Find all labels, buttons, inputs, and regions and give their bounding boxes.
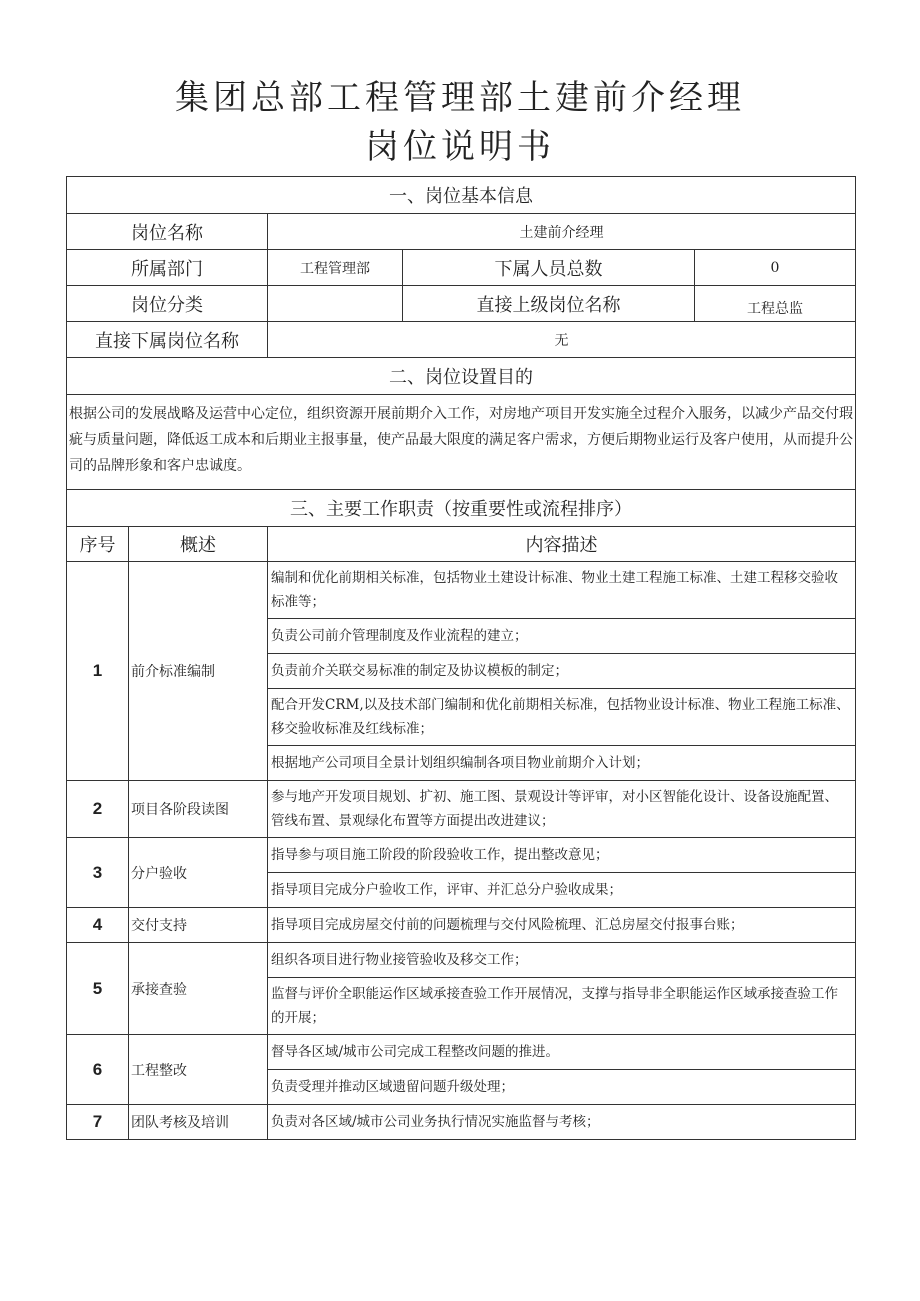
job-description-table <box>66 176 856 1140</box>
duty-number: 4 <box>67 908 129 943</box>
duty-number: 2 <box>67 781 129 838</box>
section3-heading: 三、主要工作职责（按重要性或流程排序） <box>67 490 856 527</box>
duty-summary: 团队考核及培训 <box>129 1105 268 1140</box>
duty-row <box>67 838 856 873</box>
duty-row <box>67 943 856 978</box>
document-subtitle: 岗位说明书 <box>365 127 555 167</box>
duty-number: 1 <box>67 562 129 781</box>
duty-row <box>67 562 856 619</box>
duty-number: 3 <box>67 838 129 908</box>
duty-description: 指导参与项目施工阶段的阶段验收工作，提出整改意见； <box>268 838 856 873</box>
duty-description: 指导项目完成房屋交付前的问题梳理与交付风险梳理、汇总房屋交付报事台账； <box>268 908 856 943</box>
category-label: 岗位分类 <box>67 286 268 322</box>
duty-summary: 交付支持 <box>129 908 268 943</box>
duty-description: 参与地产开发项目规划、扩初、施工图、景观设计等评审，对小区智能化设计、设备设施配置、管线布置、景观绿化布置等方面提出改进建议； <box>268 781 856 838</box>
duty-description: 编制和优化前期相关标准，包括物业土建设计标准、物业土建工程施工标准、土建工程移交验收标准等； <box>268 562 856 619</box>
duty-row <box>67 1105 856 1140</box>
section1-heading: 一、岗位基本信息 <box>67 177 856 214</box>
duty-description: 督导各区域/城市公司完成工程整改问题的推进。 <box>268 1035 856 1070</box>
duty-summary: 前介标准编制 <box>129 562 268 781</box>
column-header-number: 序号 <box>67 527 129 562</box>
position-name-value: 土建前介经理 <box>268 214 856 250</box>
document-title: 集团总部工程管理部土建前介经理 <box>175 78 745 118</box>
duty-description: 负责公司前介管理制度及作业流程的建立； <box>268 619 856 654</box>
duty-row <box>67 908 856 943</box>
column-header-description: 内容描述 <box>268 527 856 562</box>
category-value <box>268 286 403 322</box>
direct-reports-value: 无 <box>268 322 856 358</box>
duty-summary: 承接查验 <box>129 943 268 1035</box>
purpose-text: 根据公司的发展战略及运营中心定位，组织资源开展前期介入工作，对房地产项目开发实施全过程介入服务，以减少产品交付瑕疵与质量问题，降低返工成本和后期业主报事量，使产品最大限度的满足客户需求，方便后期物业运行及客户使用，从而提升公司的品牌形象和客户忠诚度。 <box>67 395 856 490</box>
duty-description: 指导项目完成分户验收工作，评审、并汇总分户验收成果； <box>268 873 856 908</box>
duty-row <box>67 1035 856 1070</box>
superior-label: 直接上级岗位名称 <box>403 286 695 322</box>
duty-description: 负责受理并推动区域遗留问题升级处理； <box>268 1070 856 1105</box>
position-name-label: 岗位名称 <box>67 214 268 250</box>
section2-heading: 二、岗位设置目的 <box>67 358 856 395</box>
duty-number: 7 <box>67 1105 129 1140</box>
department-label: 所属部门 <box>67 250 268 286</box>
direct-reports-label: 直接下属岗位名称 <box>67 322 268 358</box>
duty-description: 组织各项目进行物业接管验收及移交工作； <box>268 943 856 978</box>
subordinates-count-value: 0 <box>695 250 856 286</box>
superior-value: 工程总监 <box>695 286 856 322</box>
department-value: 工程管理部 <box>268 250 403 286</box>
duty-description: 监督与评价全职能运作区域承接查验工作开展情况，支撑与指导非全职能运作区域承接查验工作的开展； <box>268 978 856 1035</box>
duty-summary: 分户验收 <box>129 838 268 908</box>
column-header-summary: 概述 <box>129 527 268 562</box>
duty-summary: 工程整改 <box>129 1035 268 1105</box>
duty-description: 根据地产公司项目全景计划组织编制各项目物业前期介入计划； <box>268 746 856 781</box>
duty-row <box>67 781 856 838</box>
duty-description: 负责前介关联交易标准的制定及协议模板的制定； <box>268 654 856 689</box>
duty-number: 6 <box>67 1035 129 1105</box>
duty-description: 配合开发CRM,以及技术部门编制和优化前期相关标准，包括物业设计标准、物业工程施工标准、移交验收标准及红线标准； <box>268 689 856 746</box>
duty-number: 5 <box>67 943 129 1035</box>
duty-summary: 项目各阶段读图 <box>129 781 268 838</box>
duty-description: 负责对各区域/城市公司业务执行情况实施监督与考核； <box>268 1105 856 1140</box>
subordinates-count-label: 下属人员总数 <box>403 250 695 286</box>
